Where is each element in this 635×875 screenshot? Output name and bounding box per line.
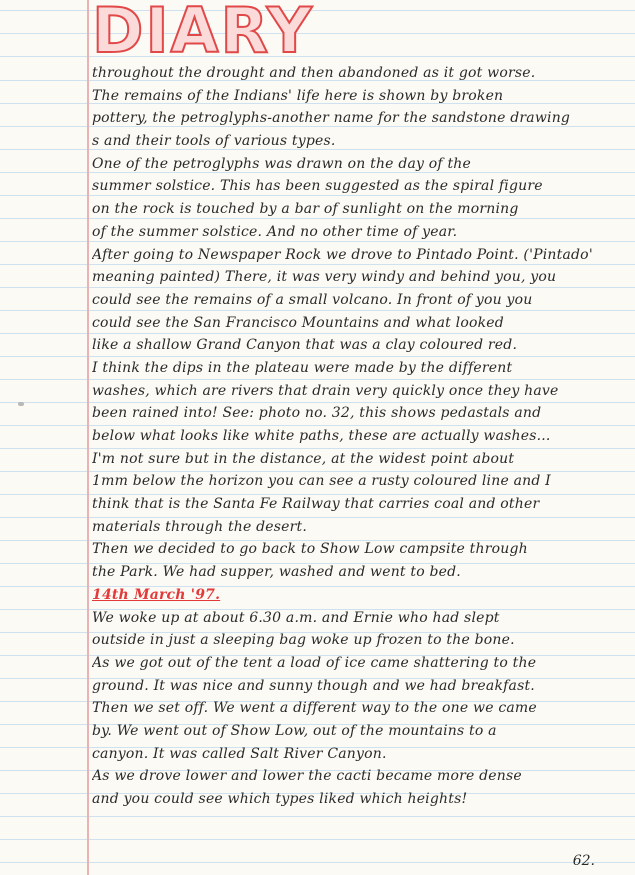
handwritten-text <box>92 62 628 811</box>
text-line: like a shallow Grand Canyon that was a clay coloured red. <box>92 337 518 354</box>
text-line: 1mm below the horizon you can see a rusty coloured line and I <box>92 473 551 490</box>
text-line: canyon. It was called Salt River Canyon. <box>92 745 387 762</box>
date-heading: 14th March '97. <box>92 586 221 603</box>
text-line: washes, which are rivers that drain very quickly once they have <box>92 382 559 399</box>
text-line: of the summer solstice. And no other time of year. <box>92 223 458 240</box>
page-number: 62. <box>572 853 595 869</box>
page-title: DIARY <box>92 0 314 67</box>
text-line: below what looks like white paths, these are actually washes... <box>92 428 551 444</box>
text-line: s and their tools of various types. <box>92 133 336 150</box>
text-line: Then we decided to go back to Show Low campsite through <box>92 541 528 558</box>
text-line: Then we set off. We went a different way to the one we came <box>92 700 537 717</box>
text-line: the Park. We had supper, washed and went to bed. <box>92 564 461 581</box>
text-line: One of the petroglyphs was drawn on the day of the <box>92 155 471 172</box>
text-line: by. We went out of Show Low, out of the mountains to a <box>92 722 497 739</box>
text-line: outside in just a sleeping bag woke up frozen to the bone. <box>92 632 515 649</box>
text-line: on the rock is touched by a bar of sunlight on the morning <box>92 201 519 218</box>
text-line: I'm not sure but in the distance, at the widest point about <box>92 450 515 467</box>
text-line: As we drove lower and lower the cacti became more dense <box>92 768 522 785</box>
text-line: meaning painted) There, it was very windy and behind you, you <box>92 269 557 286</box>
text-line: We woke up at about 6.30 a.m. and Ernie who had slept <box>92 609 500 626</box>
text-line: summer solstice. This has been suggested as the spiral figure <box>92 178 543 195</box>
text-line: ground. It was nice and sunny though and we had breakfast. <box>92 677 535 694</box>
text-line: think that is the Santa Fe Railway that carries coal and other <box>92 496 540 513</box>
text-line: After going to Newspaper Rock we drove to Pintado Point. ('Pintado' <box>92 246 593 263</box>
text-line: could see the remains of a small volcano. In front of you you <box>92 291 533 308</box>
text-line: pottery, the petroglyphs-another name for the sandstone drawing <box>92 110 571 127</box>
text-line: and you could see which types liked which heights! <box>92 791 468 807</box>
paper-mark <box>18 402 24 406</box>
text-line: As we got out of the tent a load of ice came shattering to the <box>92 654 537 671</box>
text-line: could see the San Francisco Mountains and what looked <box>92 314 504 331</box>
text-line: been rained into! See: photo no. 32, this shows pedastals and <box>92 405 542 422</box>
text-line: The remains of the Indians' life here is shown by broken <box>92 87 504 104</box>
text-line: throughout the drought and then abandoned as it got worse. <box>92 65 536 81</box>
text-line: materials through the desert. <box>92 518 308 535</box>
text-line: I think the dips in the plateau were made by the different <box>92 359 513 376</box>
margin-line <box>87 0 89 875</box>
